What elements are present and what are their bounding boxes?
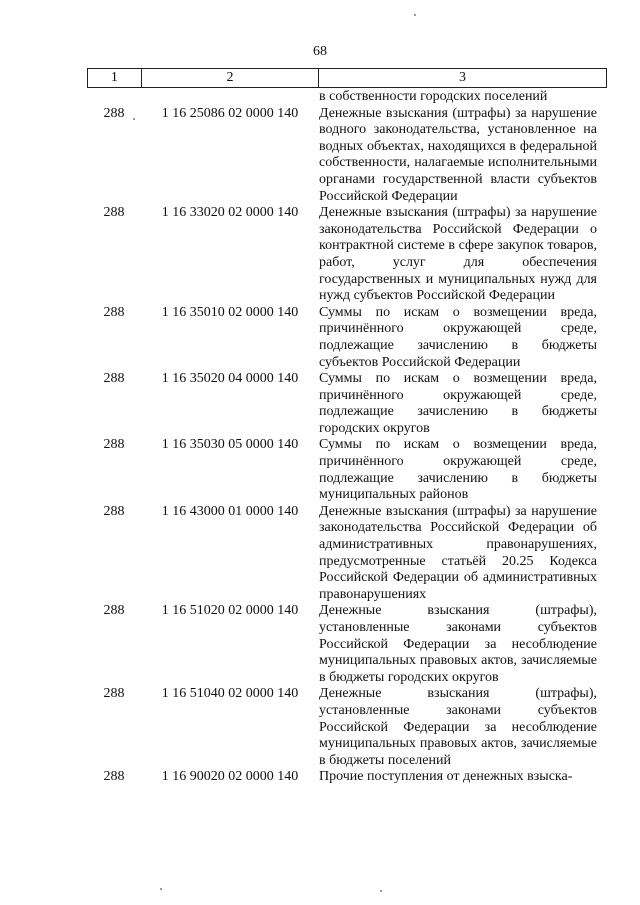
- table-row: [87, 769, 607, 786]
- kbk-code: 1 16 35030 05 0000 140: [161, 437, 299, 453]
- page-number: 68: [313, 44, 327, 59]
- row-description: Денежные взыскания (штрафы), установленные законами субъектов Российской Федерации за несоблюдение муниципальных правовых актов, зачисляемые в бюджеты городских округов: [319, 603, 597, 685]
- kbk-code: 1 16 51020 02 0000 140: [161, 603, 299, 619]
- row-description: Денежные взыскания (штрафы) за нарушение законодательства Российской Федерации о контрактной системе в сфере закупок товаров, работ, услуг для обеспечения государственных и муниципальных нужд для нужд субъектов Российской Федерации: [319, 205, 597, 304]
- table-row: [87, 437, 607, 503]
- column-header-3: 3: [459, 70, 467, 85]
- kbk-code: 1 16 90020 02 0000 140: [161, 769, 299, 785]
- admin-code: 288: [103, 603, 125, 619]
- kbk-code: 1 16 43000 01 0000 140: [161, 503, 299, 519]
- table-row: [87, 205, 607, 305]
- scan-speck: [160, 888, 162, 890]
- row-description: Денежные взыскания (штрафы), установленные законами субъектов Российской Федерации за несоблюдение муниципальных правовых актов, зачисляемые в бюджеты поселений: [319, 686, 597, 768]
- row-description: Суммы по искам о возмещении вреда, причинённого окружающей среде, подлежащие зачислению в бюджеты городских округов: [319, 371, 597, 436]
- table-row: [87, 603, 607, 686]
- column-header-1: 1: [88, 69, 142, 87]
- revenue-codes-table: [87, 89, 607, 786]
- kbk-code: 1 16 35010 02 0000 140: [161, 304, 299, 320]
- row-description: Денежные взыскания (штрафы) за нарушение законодательства Российской Федерации об административных правонарушениях, предусмотренные статьёй 20.25 Кодекса Российской Федерации об административных правонарушениях: [319, 503, 597, 602]
- admin-code: 288: [103, 686, 125, 702]
- scan-speck: [380, 890, 382, 892]
- admin-code: 288: [103, 105, 125, 121]
- admin-code: 288: [103, 371, 125, 387]
- row-description: Прочие поступления от денежных взыска-: [319, 769, 573, 785]
- continuation-row: [87, 89, 607, 106]
- row-description: Денежные взыскания (штрафы) за нарушение водного законодательства, установленное на водных объектах, находящихся в федеральной собственности, налагаемые исполнительными органами государственной власти субъектов Российской Федерации: [319, 105, 597, 204]
- kbk-code: 1 16 33020 02 0000 140: [161, 205, 299, 221]
- table-row: [87, 504, 607, 604]
- scan-speck: [414, 14, 416, 16]
- kbk-code: 1 16 51040 02 0000 140: [161, 686, 299, 702]
- table-header: [87, 68, 607, 88]
- row-description: Суммы по искам о возмещении вреда, причинённого окружающей среде, подлежащие зачислению в бюджеты муниципальных районов: [319, 437, 597, 503]
- kbk-code: 1 16 25086 02 0000 140: [161, 105, 299, 121]
- table-row: [87, 686, 607, 769]
- table-row: [87, 305, 607, 371]
- table-row: [87, 106, 607, 206]
- continuation-text: в собственности городских поселений: [319, 89, 548, 104]
- table-row: [87, 371, 607, 437]
- admin-code: 288: [103, 769, 125, 785]
- scan-speck: [133, 118, 135, 120]
- admin-code: 288: [103, 503, 125, 519]
- admin-code: 288: [103, 304, 125, 320]
- row-description: Суммы по искам о возмещении вреда, причинённого окружающей среде, подлежащие зачислению в бюджеты субъектов Российской Федерации: [319, 304, 597, 370]
- column-header-2: 2: [142, 69, 319, 87]
- kbk-code: 1 16 35020 04 0000 140: [161, 371, 299, 387]
- admin-code: 288: [103, 205, 125, 221]
- admin-code: 288: [103, 437, 125, 453]
